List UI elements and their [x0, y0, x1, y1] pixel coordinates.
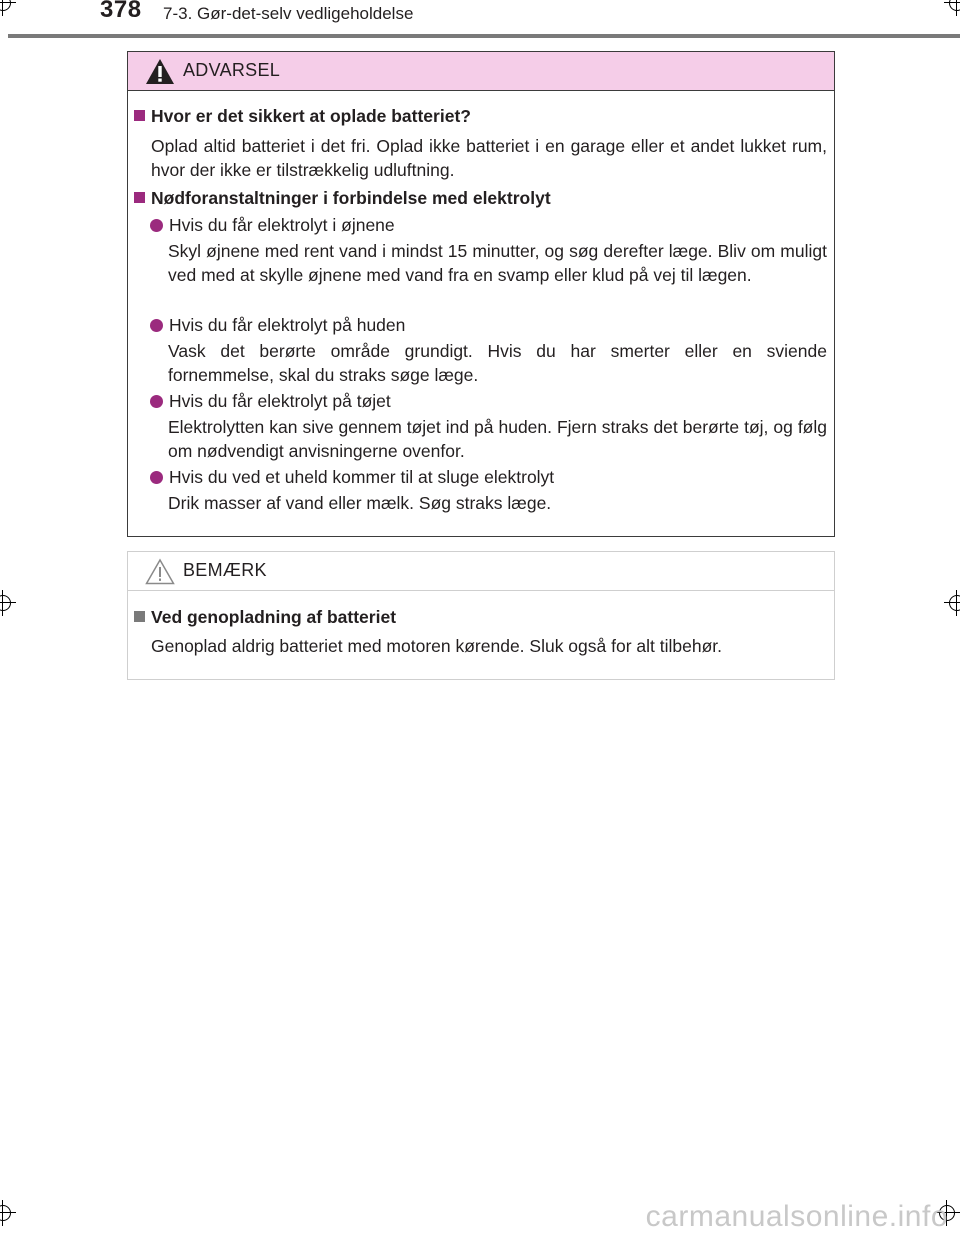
bullet-skin-text: Vask det berørte område grundigt. Hvis du har smerter eller en sviende fornemmelse, skal du straks søge læge. [168, 341, 827, 385]
page-number: 378 [100, 0, 142, 23]
round-bullet-icon [150, 395, 163, 408]
round-bullet-icon [150, 219, 163, 232]
square-bullet-icon [134, 192, 145, 203]
square-bullet-icon [134, 611, 145, 622]
registration-mark-mid-right [944, 590, 960, 616]
round-bullet-icon [150, 471, 163, 484]
bullet-clothes-text: Elektrolytten kan sive gennem tøjet ind på huden. Fjern straks det berørte tøj, og følg om nødvendigt anvisningerne ovenfor. [168, 417, 827, 461]
warning-header [128, 52, 834, 91]
round-bullet-icon [150, 319, 163, 332]
note-text: Genoplad aldrig batteriet med motoren kørende. Sluk også for alt tilbehør. [151, 636, 722, 656]
warning-box [127, 51, 835, 537]
registration-mark-bottom-left [0, 1200, 16, 1226]
registration-mark-top-right [944, 0, 960, 16]
warning-triangle-icon [145, 58, 175, 85]
watermark: carmanualsonline.info [645, 1200, 948, 1233]
bullet-clothes-title: Hvis du får elektrolyt på tøjet [150, 391, 391, 412]
section-title: 7-3. Gør-det-selv vedligeholdelse [163, 4, 414, 23]
bullet-swallow-text: Drik masser af vand eller mælk. Søg straks læge. [168, 493, 552, 513]
warning-label: ADVARSEL [183, 60, 281, 80]
registration-mark-mid-left [0, 590, 16, 616]
bullet-eyes-title: Hvis du får elektrolyt i øjnene [150, 215, 395, 236]
note-box [127, 551, 835, 680]
note-heading: Ved genopladning af batteriet [134, 607, 396, 628]
warning-text-charging-location: Oplad altid batteriet i det fri. Oplad ikke batteriet i en garage eller et andet lukket rum, hvor der ikke er tilstrækkelig udluftning. [151, 136, 827, 180]
note-header [128, 552, 834, 591]
bullet-skin-title: Hvis du får elektrolyt på huden [150, 315, 405, 336]
bullet-eyes-text: Skyl øjnene med rent vand i mindst 15 minutter, og søg derefter læge. Bliv om muligt ved med at skylle øjnene med vand fra en svamp eller klud på vej til lægen. [168, 241, 827, 285]
registration-mark-top-left [0, 0, 16, 16]
warning-heading-electrolyte: Nødforanstaltninger i forbindelse med elektrolyt [134, 188, 551, 209]
warning-heading-charging-location: Hvor er det sikkert at oplade batteriet? [134, 106, 471, 127]
caution-outline-triangle-icon [145, 558, 175, 585]
bullet-swallow-title: Hvis du ved et uheld kommer til at sluge elektrolyt [150, 467, 554, 488]
header-rule [8, 34, 960, 38]
square-bullet-icon [134, 110, 145, 121]
note-label: BEMÆRK [183, 560, 267, 580]
